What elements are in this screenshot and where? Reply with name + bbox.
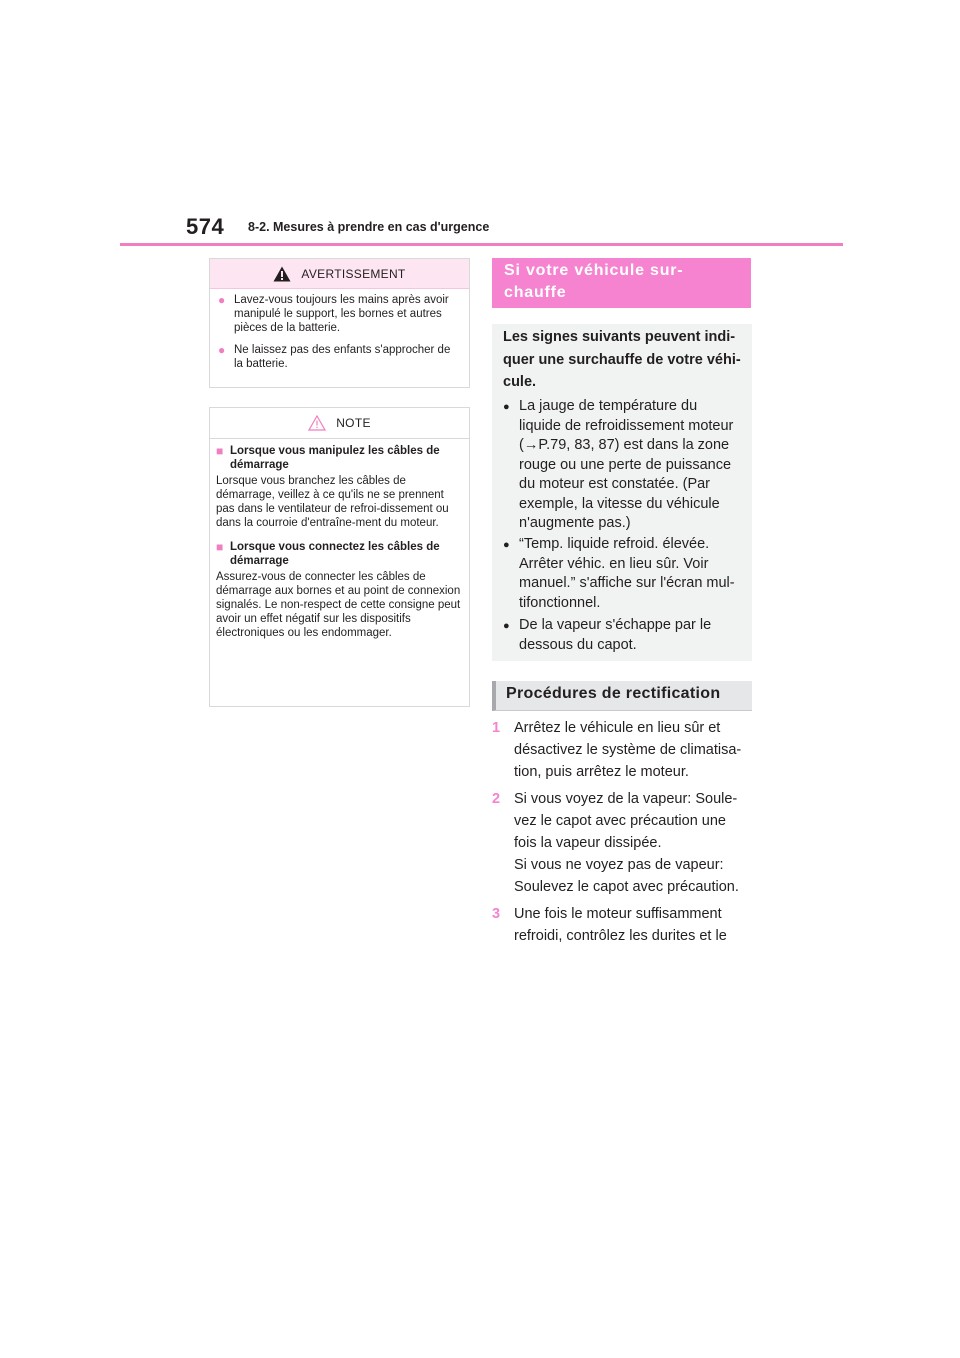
warning-item-text: Lavez-vous toujours les mains après avoir manipulé le support, les bornes et autres pièces de la batterie. <box>234 294 449 334</box>
section-title: 8-2. Mesures à prendre en cas d'urgence <box>248 220 490 234</box>
note-subheading <box>210 444 469 472</box>
warning-header <box>210 259 469 289</box>
warning-item <box>210 293 469 335</box>
sign-item-text: De la vapeur s'échappe par le dessous du capot. <box>519 617 712 653</box>
step-text-wrap <box>514 788 752 898</box>
square-bullet-icon: ■ <box>216 444 224 458</box>
header-rule <box>120 243 843 246</box>
note-body: Lorsque vous branchez les câbles de démarrage, veillez à ce qu'ils ne se prennent pas dans le ventilateur de refroi-dissement ou dans la courroie d'entraîne-ment du moteur. <box>216 475 449 529</box>
step-text: Si vous voyez de la vapeur: Soule-vez le capot avec précaution une fois la vapeur dissipée. <box>514 791 738 851</box>
signs-intro: Les signes suivants peuvent indi-quer une surchauffe de votre véhi-cule. <box>503 329 741 390</box>
warning-triangle-icon <box>273 266 291 282</box>
step-text-alt: Si vous ne voyez pas de vapeur: Soulevez le capot avec précaution. <box>514 857 739 895</box>
sign-item <box>503 397 743 534</box>
warning-item-text: Ne laissez pas des enfants s'approcher de la batterie. <box>234 344 451 370</box>
note-box <box>209 407 470 707</box>
step-text: Une fois le moteur suffisamment refroidi, contrôlez les durites et le <box>514 906 727 944</box>
sign-item-text: La jauge de température du liquide de refroidissement moteur (→P.79, 83, 87) est dans la zone rouge ou une perte de puissance du moteur est constatée. (Par exemple, la vitesse du véhicule n'augmente pas.) <box>519 398 734 531</box>
bullet-dot-icon: ● <box>218 343 226 357</box>
sign-item <box>503 616 743 655</box>
step-number: 1 <box>492 720 501 736</box>
page-number: 574 <box>186 214 225 239</box>
bullet-dot-icon: ● <box>503 539 510 551</box>
warning-title: AVERTISSEMENT <box>301 266 406 281</box>
sign-item-text: “Temp. liquide refroid. élevée. Arrêter véhic. en lieu sûr. Voir manuel.” s'affiche sur l'écran mul-tifonctionnel. <box>519 536 735 611</box>
step-number: 3 <box>492 906 501 922</box>
warning-box <box>209 258 470 388</box>
note-title: NOTE <box>336 416 371 430</box>
procedure-step <box>492 717 752 783</box>
note-subheading <box>210 540 469 568</box>
step-text: Arrêtez le véhicule en lieu sûr et désactivez le système de climatisa-tion, puis arrêtez le moteur. <box>514 720 742 780</box>
note-body: Assurez-vous de connecter les câbles de démarrage aux bornes et au point de connexion signalés. Le non-respect de cette consigne peut avoir un effet négatif sur les dispositifs électroniques ou les endommager. <box>216 571 461 639</box>
note-subheading-text: Lorsque vous connectez les câbles de démarrage <box>230 541 440 567</box>
procedure-step <box>492 788 752 898</box>
square-bullet-icon: ■ <box>216 540 224 554</box>
procedure-step <box>492 903 752 947</box>
note-subheading-text: Lorsque vous manipulez les câbles de démarrage <box>230 445 440 471</box>
bullet-dot-icon: ● <box>503 401 510 413</box>
warning-item <box>210 343 469 371</box>
sign-item <box>503 535 743 613</box>
step-number: 2 <box>492 791 501 807</box>
note-header <box>210 408 469 439</box>
caution-triangle-icon <box>308 415 326 431</box>
overheat-section-title: Si votre véhicule sur-chauffe <box>492 258 751 308</box>
bullet-dot-icon: ● <box>503 620 510 632</box>
bullet-dot-icon: ● <box>218 293 226 307</box>
procedures-section-title: Procédures de rectification <box>492 681 752 711</box>
